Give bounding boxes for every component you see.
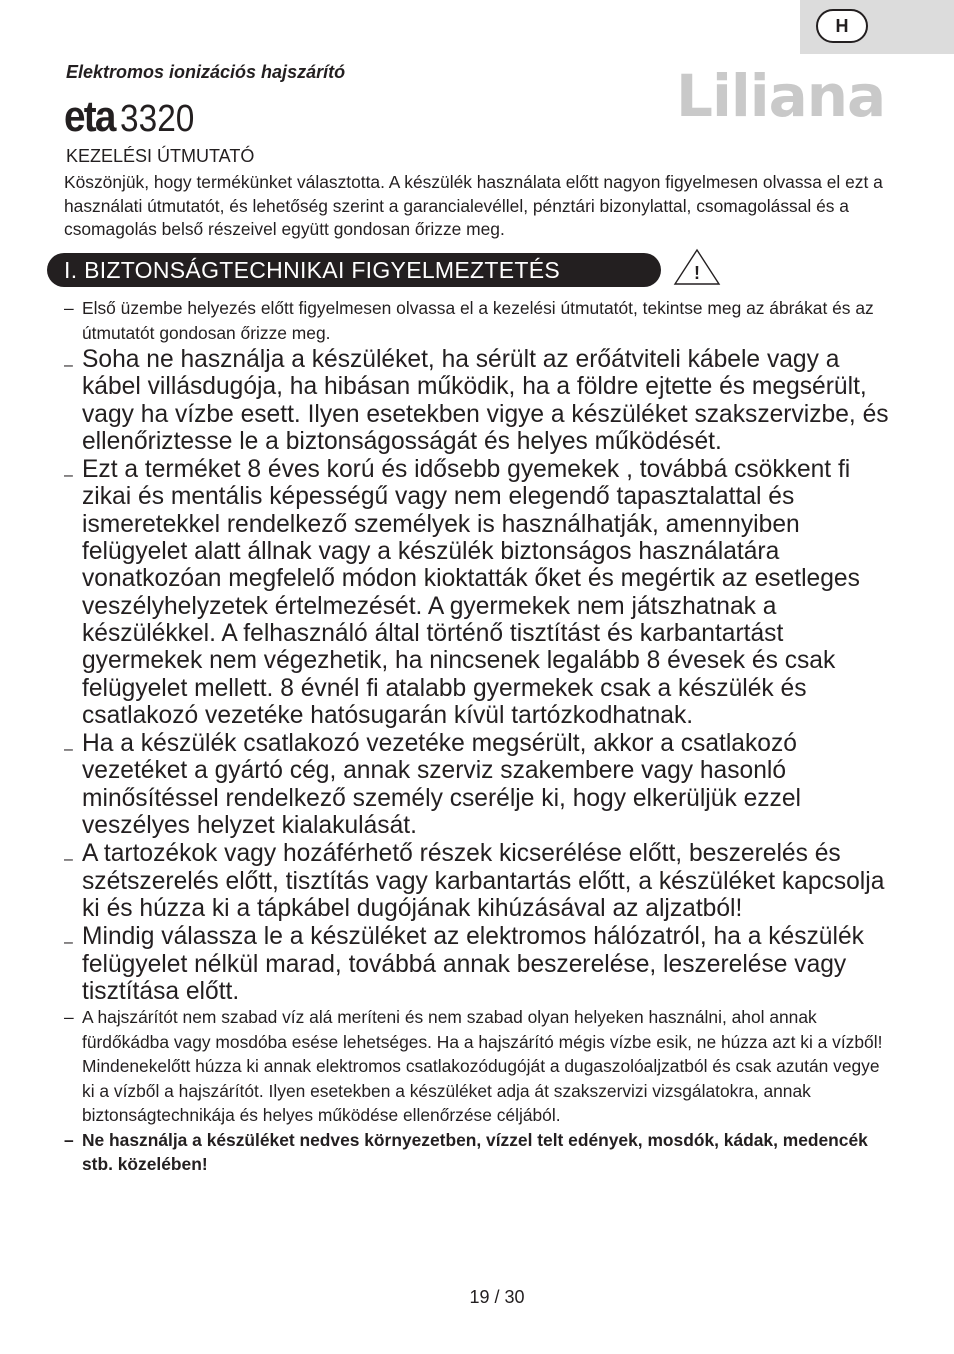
list-dash: – xyxy=(64,298,74,318)
language-badge: H xyxy=(816,9,868,43)
model-number: 3320 xyxy=(120,98,195,140)
list-dash: – xyxy=(64,1129,74,1150)
list-item-text: A hajszárítót nem szabad víz alá meríteni és nem szabad olyan helyeken használni, ahol annak fürdőkádba vagy mosdóba esése lehetséges. Ha a hajszárító mégis vízbe esik, ne húzza azt ki a vízből! Mindenekelőtt húzza ki annak elektromos csatlakozódugóját a dugaszolóaljzatból és csak azután vegye ki a vízből a hajszárítót. Ilyen esetekben a készüléket adja át szakszervizi vizsgálatokra, annak biztonságtechnikája és helyes működése ellenőrzése céljából. xyxy=(82,1007,883,1126)
list-item-text: Ha a készülék csatlakozó vezetéke megsérült, akkor a csatlakozó vezetéket a gyártó cég, annak szerviz szakembere vagy hasonló minősítéssel rendelkező személy cserélje ki, hogy elkerüljük ezzel veszélyes helyzet kialakulását. xyxy=(82,730,801,840)
list-item-text: Soha ne használja a készüléket, ha sérült az erőátviteli kábele vagy a kábel villásdugója, ha hibásan működik, ha a földre ejtette és megsérült, vagy ha vízbe esett. Ilyen esetekben vigye a készüléket szakszervizbe, és ellenőriztesse le a biztonságosságát és helyes működését. xyxy=(82,346,889,455)
safety-list xyxy=(64,296,894,1176)
warning-glyph: ! xyxy=(694,263,700,283)
manual-title: KEZELÉSI ÚTMUTATÓ xyxy=(66,146,255,166)
list-dash: – xyxy=(64,851,73,869)
list-item xyxy=(64,1005,894,1128)
list-dash: – xyxy=(64,467,73,485)
section-heading: I. BIZTONSÁGTECHNIKAI FIGYELMEZTETÉS xyxy=(47,253,661,287)
list-item-text: Ezt a terméket 8 éves korú és idősebb gyemekek , továbbá csökkent fi zikai és mentális képességű vagy nem elegendő tapasztalattal és ismeretekkel rendelkező személyek is használhatják, amennyiben felügyelet alatt állnak vagy a készülék biztonságos használatára vonatkozóan megfelelő módon kioktatták őket és megértik az esetleges veszélyhelyzetek értelmezését. A gyermekek nem játszhatnak a készülékkel. A felhasználó által történő tisztítást és karbantartást gyermekek nem végezhetik, ha nincsenek legalább 8 évesek és csak felügyelet mellett. 8 évnél fi atalabb gyermekek csak a készülék és csatlakozó vezetéke hatósugarán kívül tartózkodhatnak. xyxy=(82,456,860,729)
list-item xyxy=(64,456,894,729)
list-dash: – xyxy=(64,357,73,374)
list-item xyxy=(64,346,894,455)
page-number: 19 / 30 xyxy=(469,1287,525,1307)
brand-row xyxy=(64,92,205,142)
list-item-text: Mindig válassza le a készüléket az elektromos hálózatról, ha a készülék felügyelet nélkül marad, továbbá annak beszerelése, leszerelése vagy tisztítása előtt. xyxy=(82,923,864,1005)
list-item xyxy=(64,296,894,345)
list-item xyxy=(64,840,894,922)
product-subtitle: Elektromos ionizációs hajszárító xyxy=(66,62,346,82)
list-item-warning xyxy=(64,1128,894,1176)
warning-triangle-icon xyxy=(672,247,722,287)
brand-logo: eta xyxy=(64,92,115,141)
list-item xyxy=(64,730,894,839)
list-dash: – xyxy=(64,741,73,759)
intro-paragraph: Köszönjük, hogy termékünket választotta. A készülék használata előtt nagyon figyelmesen olvassa el ezt a használati útmutatót, és lehetőség szerint a garancialevéllel, pénztári bizonylattal, csomagolással és a csomagolás belső részeivel együtt gondosan őrizze meg. xyxy=(64,172,883,239)
list-item-text: Első üzembe helyezés előtt figyelmesen olvassa el a kezelési útmutatót, tekintse meg az ábrákat és az útmutatót gondosan őrizze meg. xyxy=(82,298,874,343)
list-dash: – xyxy=(64,934,73,952)
list-item xyxy=(64,923,894,1005)
product-name: Liliana xyxy=(676,62,886,130)
list-dash: – xyxy=(64,1007,74,1028)
list-item-text: A tartozékok vagy hozáférhető részek kicserélése előtt, beszerelés és szétszerelés előtt, tisztítás vagy karbantartás előtt, a készüléket kapcsolja ki és húzza ki a tápkábel dugójának kihúzásával az aljzatból! xyxy=(82,840,885,922)
list-item-text: Ne használja a készüléket nedves környezetben, vízzel telt edények, mosdók, kádak, medencék stb. közelében! xyxy=(82,1129,868,1174)
